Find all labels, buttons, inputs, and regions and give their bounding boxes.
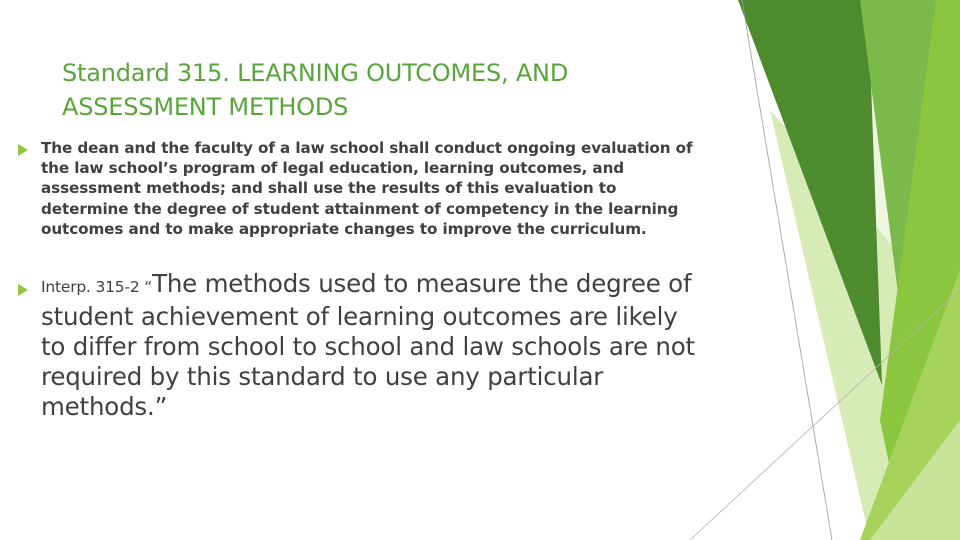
triangle-bullet-icon [18,144,28,156]
bullet-text [41,269,708,422]
bullet-list [18,138,708,422]
deco-dark-panel [738,0,882,385]
triangle-bullet-icon [18,284,28,296]
bullet-item-interp-315-2 [18,269,708,422]
slide-title: Standard 315. LEARNING OUTCOMES, AND ASSESSMENT METHODS [62,59,569,121]
bullet-lead-text: Interp. 315-2 “ [41,278,153,297]
bullet-item-dean-faculty [18,138,708,239]
bullet-text: The dean and the faculty of a law school shall conduct ongoing evaluation of the law school’s program of legal education, learning outcomes, and assessment methods; and shall use the results of this evaluation to determine the degree of student attainment of competency in the learning outcomes and to make appropriate changes to improve the curriculum. [41,139,693,238]
bullet-quote-text: The methods used to measure the degree of student achievement of learning outcomes are likely to differ from school to school and law schools are not required by this standard to use any particular methods.” [41,269,695,422]
